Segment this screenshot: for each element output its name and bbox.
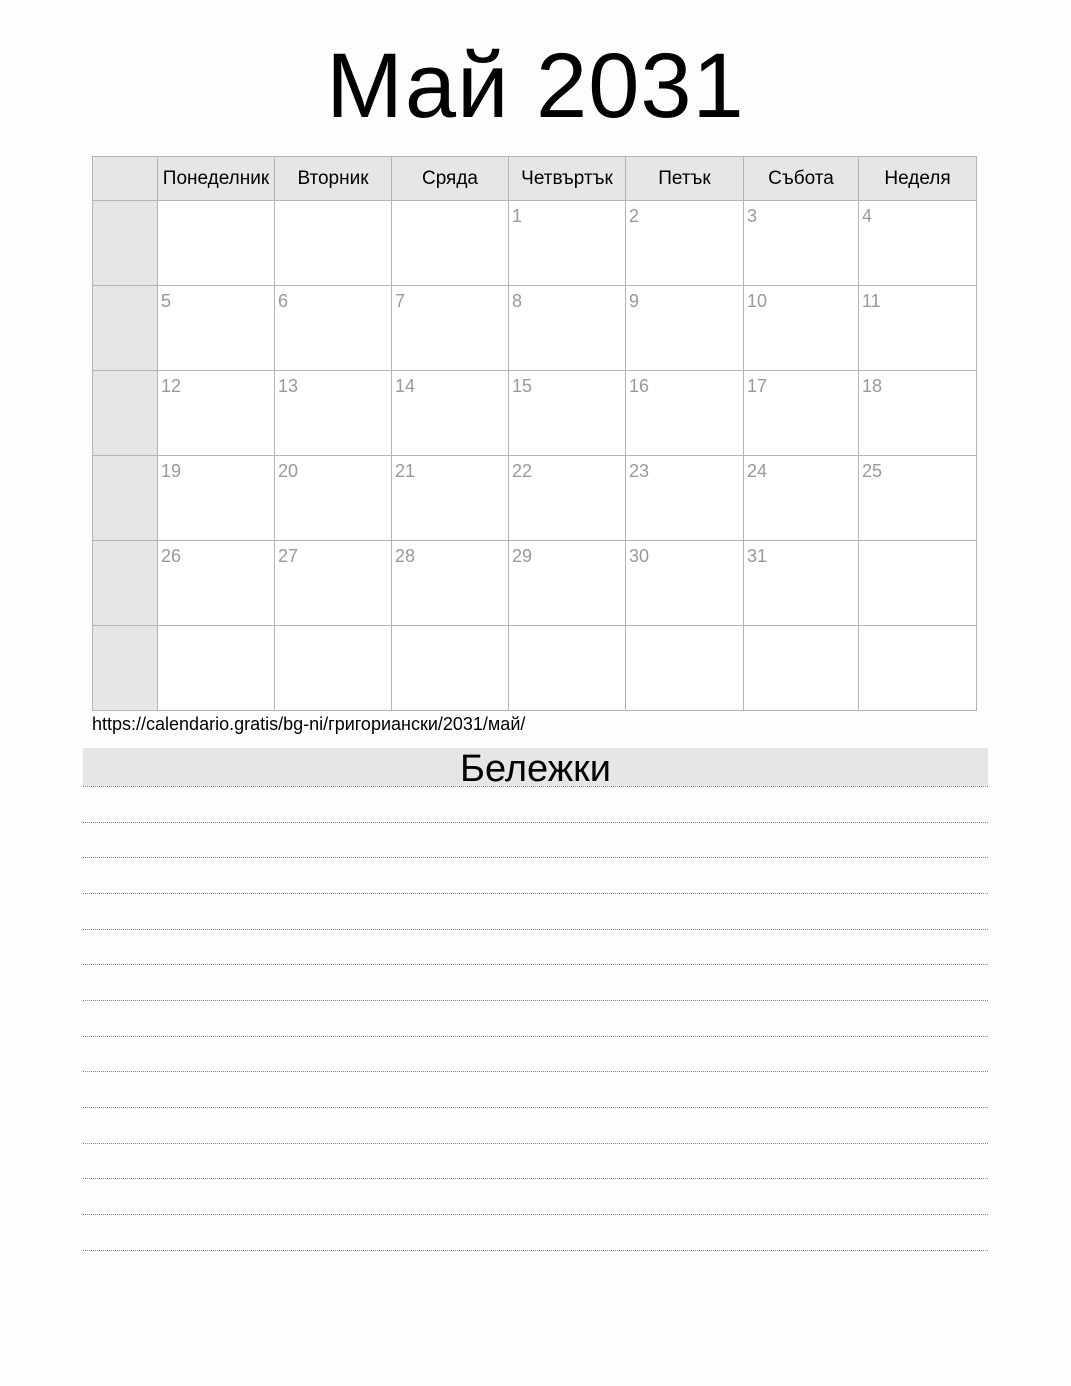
day-number: 29 xyxy=(512,546,533,566)
weekday-header-row xyxy=(93,157,977,201)
day-cell xyxy=(275,626,392,711)
day-number: 20 xyxy=(278,461,299,481)
day-cell xyxy=(626,456,744,541)
day-number: 26 xyxy=(161,546,182,566)
day-number xyxy=(859,626,976,631)
day-cell xyxy=(158,456,275,541)
calendar-title: Май 2031 xyxy=(326,35,745,137)
day-number: 17 xyxy=(747,376,768,396)
day-cell xyxy=(859,456,977,541)
note-line xyxy=(83,857,988,858)
day-cell xyxy=(509,201,626,286)
week-row xyxy=(93,626,977,711)
day-number: 28 xyxy=(395,546,416,566)
day-cell xyxy=(158,541,275,626)
day-cell xyxy=(158,626,275,711)
day-cell xyxy=(392,456,509,541)
notes-title: Бележки xyxy=(83,748,988,786)
note-line xyxy=(83,822,988,823)
day-cell xyxy=(158,201,275,286)
day-number: 2 xyxy=(629,206,640,226)
note-line xyxy=(83,929,988,930)
weekday-header: Петък xyxy=(626,157,744,201)
day-number: 7 xyxy=(395,291,406,311)
day-number xyxy=(859,541,976,546)
day-cell xyxy=(392,371,509,456)
day-number: 12 xyxy=(161,376,182,396)
day-number: 3 xyxy=(747,206,758,226)
day-number: 18 xyxy=(862,376,883,396)
note-line xyxy=(83,1250,988,1251)
day-cell xyxy=(626,286,744,371)
week-side-cell xyxy=(93,201,158,286)
week-row xyxy=(93,456,977,541)
weekday-header: Сряда xyxy=(392,157,509,201)
day-cell xyxy=(626,626,744,711)
weekday-header: Събота xyxy=(744,157,859,201)
day-cell xyxy=(509,541,626,626)
note-line xyxy=(83,1178,988,1179)
week-row xyxy=(93,541,977,626)
note-line xyxy=(83,1214,988,1215)
week-column-header xyxy=(93,157,158,201)
day-cell xyxy=(744,371,859,456)
day-number xyxy=(158,626,274,631)
day-cell xyxy=(744,286,859,371)
day-cell xyxy=(859,626,977,711)
source-url[interactable]: https://calendario.gratis/bg-ni/григориански/2031/май/ xyxy=(92,714,526,734)
week-row xyxy=(93,286,977,371)
note-line xyxy=(83,964,988,965)
day-number: 27 xyxy=(278,546,299,566)
day-cell xyxy=(744,456,859,541)
week-row xyxy=(93,201,977,286)
weekday-header: Четвъртък xyxy=(509,157,626,201)
week-side-cell xyxy=(93,456,158,541)
day-cell xyxy=(626,201,744,286)
day-cell xyxy=(509,286,626,371)
day-cell xyxy=(626,541,744,626)
day-number: 11 xyxy=(862,291,881,311)
week-side-cell xyxy=(93,626,158,711)
day-cell xyxy=(859,371,977,456)
day-cell xyxy=(744,626,859,711)
day-cell xyxy=(509,626,626,711)
day-number: 30 xyxy=(629,546,650,566)
day-cell xyxy=(275,201,392,286)
week-side-cell xyxy=(93,541,158,626)
day-cell xyxy=(392,286,509,371)
day-number xyxy=(744,626,858,631)
day-cell xyxy=(859,201,977,286)
day-number: 10 xyxy=(747,291,768,311)
note-line xyxy=(83,786,988,787)
day-cell xyxy=(744,201,859,286)
calendar-grid xyxy=(92,156,977,711)
day-number: 31 xyxy=(747,546,768,566)
day-number: 8 xyxy=(512,291,523,311)
day-number xyxy=(275,626,391,631)
day-cell xyxy=(509,371,626,456)
day-cell xyxy=(626,371,744,456)
day-cell xyxy=(744,541,859,626)
day-number xyxy=(392,201,508,206)
day-number: 5 xyxy=(161,291,172,311)
day-cell xyxy=(275,541,392,626)
weekday-header: Неделя xyxy=(859,157,977,201)
day-number: 19 xyxy=(161,461,182,481)
day-number xyxy=(392,626,508,631)
day-number: 9 xyxy=(629,291,640,311)
day-cell xyxy=(392,201,509,286)
note-line xyxy=(83,1143,988,1144)
day-cell xyxy=(275,286,392,371)
day-number: 22 xyxy=(512,461,533,481)
day-cell xyxy=(859,286,977,371)
week-side-cell xyxy=(93,371,158,456)
day-cell xyxy=(275,371,392,456)
day-cell xyxy=(392,541,509,626)
day-number: 14 xyxy=(395,376,416,396)
day-number: 13 xyxy=(278,376,299,396)
week-side-cell xyxy=(93,286,158,371)
week-row xyxy=(93,371,977,456)
day-cell xyxy=(158,286,275,371)
day-number xyxy=(509,626,625,631)
day-number: 16 xyxy=(629,376,650,396)
day-number xyxy=(626,626,743,631)
day-cell xyxy=(509,456,626,541)
day-number: 4 xyxy=(862,206,873,226)
day-cell xyxy=(275,456,392,541)
day-number: 6 xyxy=(278,291,289,311)
day-number: 25 xyxy=(862,461,883,481)
day-number: 15 xyxy=(512,376,533,396)
day-number: 23 xyxy=(629,461,650,481)
weekday-header: Понеделник xyxy=(158,157,275,201)
day-number: 21 xyxy=(395,461,416,481)
day-number: 24 xyxy=(747,461,768,481)
note-line xyxy=(83,1000,988,1001)
day-cell xyxy=(158,371,275,456)
day-number: 1 xyxy=(512,206,523,226)
note-line xyxy=(83,1036,988,1037)
note-line xyxy=(83,1071,988,1072)
note-line xyxy=(83,1107,988,1108)
day-cell xyxy=(392,626,509,711)
weekday-header: Вторник xyxy=(275,157,392,201)
day-number xyxy=(158,201,274,206)
note-line xyxy=(83,893,988,894)
day-number xyxy=(275,201,391,206)
day-cell xyxy=(859,541,977,626)
